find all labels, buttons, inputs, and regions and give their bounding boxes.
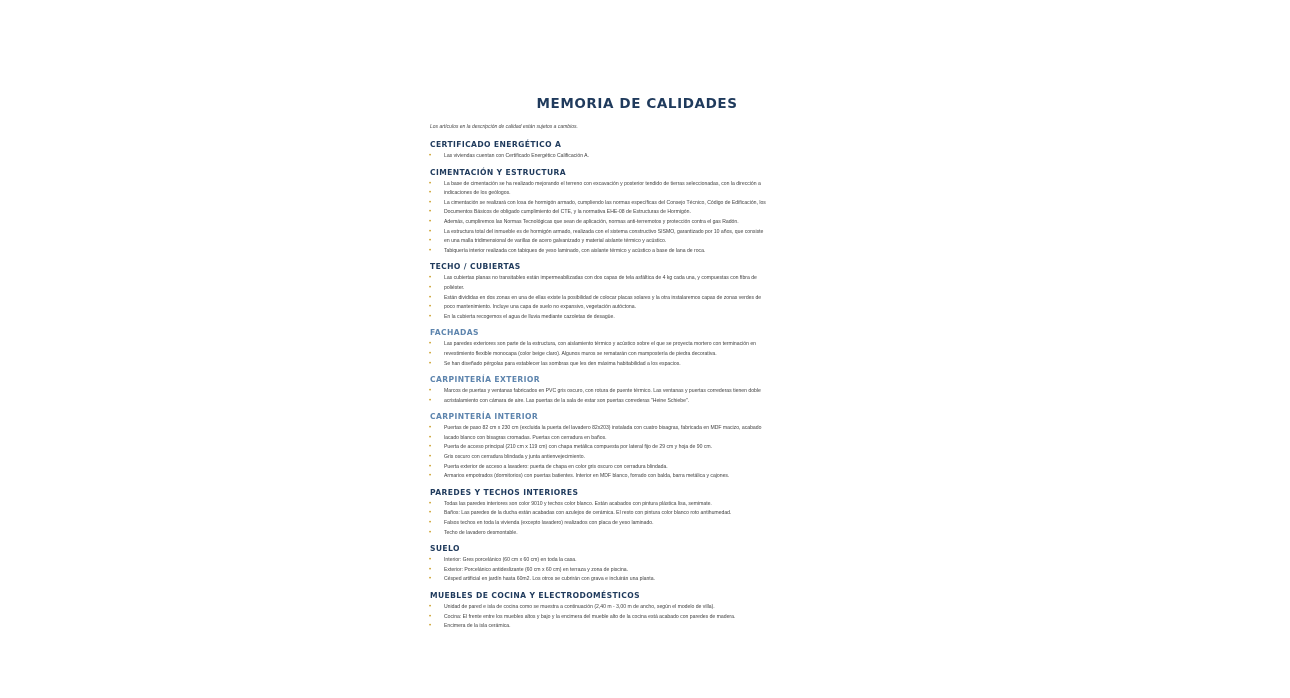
list-item-text: indicaciones de los geólogos. (444, 190, 511, 197)
bullet-icon: • (429, 350, 432, 357)
list-item (428, 284, 846, 294)
bullet-icon: • (429, 520, 432, 527)
list-item-text: Documentos Básicos de obligado cumplimiento del CTE, y la normativa EHE-08 de Estructuras de Hormigón. (444, 209, 691, 216)
bullet-icon: • (429, 238, 432, 245)
document-note: Los artículos en la descripción de calidad están sujetos a cambios. (430, 124, 578, 130)
list-item-text: Exterior: Porcelánico antideslizante (60 cm x 60 cm) en terraza y zona de piscina. (444, 566, 629, 573)
list-item (428, 387, 846, 397)
list-item (428, 575, 846, 585)
list-item-text: acristalamiento con cámara de aire. Las puertas de la sala de estar son puertas correderas "Heine Schiebe". (444, 397, 690, 404)
section-list (428, 274, 846, 322)
list-item-text: Encimera de la isla cerámica. (444, 623, 511, 630)
section (428, 328, 846, 369)
list-item-text: revestimiento flexible monocapa (color beige claro). Algunos muros se rematarán con mampostería de piedra decorativa. (444, 350, 717, 357)
list-item-text: Baños: Las paredes de la ducha están acabadas con azulejos de cerámica. El resto con pintura color blanco roto antihumedad. (444, 510, 732, 517)
list-item (428, 529, 846, 539)
section (428, 140, 846, 162)
list-item-text: Marcos de puertas y ventanas fabricados en PVC gris oscuro, con rotura de puente térmico. Las ventanas y puertas correderas tienen doble (444, 388, 761, 395)
bullet-icon: • (429, 294, 432, 301)
section-heading: PAREDES Y TECHOS INTERIORES (430, 487, 579, 497)
section (428, 591, 846, 632)
list-item-text: Falsos techos en toda la vivienda (excepto lavadero) realizados con placa de yeso laminado. (444, 520, 654, 527)
section-heading: CARPINTERÍA INTERIOR (430, 412, 539, 422)
list-item (428, 274, 846, 284)
list-item-text: poco mantenimiento. Incluye una capa de suelo no expansivo, vegetación autóctona. (444, 304, 636, 311)
bullet-icon: • (429, 190, 432, 197)
list-item (428, 237, 846, 247)
section-list (428, 340, 846, 369)
list-item (428, 294, 846, 304)
list-item (428, 360, 846, 370)
section (428, 544, 846, 585)
section (428, 488, 846, 538)
bullet-icon: • (429, 360, 432, 367)
list-item-text: Están divididas en dos zonas en una de ellas existe la posibilidad de colocar placas solares y la otra instalaremos capas de zonas verdes de (444, 294, 762, 301)
list-item-text: Tabiquería interior realizada con tabiques de yeso laminado, con aislante térmico y acústico a base de lana de roca. (444, 247, 706, 254)
list-item (428, 180, 846, 190)
bullet-icon: • (429, 153, 432, 159)
list-item (428, 613, 846, 623)
bullet-icon: • (429, 275, 432, 282)
section-list (428, 603, 846, 632)
list-item (428, 208, 846, 218)
list-item (428, 303, 846, 313)
list-item (428, 247, 846, 257)
section (428, 412, 846, 482)
list-item-text: Se han diseñado pérgolas para establecer las sombras que les den máxima habitabilidad a los espacios. (444, 360, 681, 367)
document-page (428, 96, 846, 638)
bullet-icon: • (429, 313, 432, 320)
list-item (428, 500, 846, 510)
bullet-icon: • (429, 444, 432, 451)
list-item (428, 509, 846, 519)
list-item-text: La estructura total del inmueble es de hormigón armado, realizada con el sistema constructivo SISMO, garantizado por 10 años, que consiste (444, 228, 764, 235)
section-heading: CIMENTACIÓN Y ESTRUCTURA (430, 167, 567, 177)
bullet-icon: • (429, 218, 432, 225)
bullet-icon: • (429, 604, 432, 610)
list-item (428, 556, 846, 566)
section-heading: CERTIFICADO ENERGÉTICO A (430, 140, 562, 149)
list-item (428, 350, 846, 360)
bullet-icon: • (429, 304, 432, 311)
list-item-text: Unidad de pared e isla de cocina como se muestra a continuación (2,40 m - 3,00 m de ancho, según el modelo de villa). (444, 604, 715, 610)
list-item (428, 472, 846, 482)
list-item-text: Además, cumpliremos las Normas Tecnológicas que sean de aplicación, normas anti-terremotos y protección contra el gas Radón. (444, 218, 739, 225)
list-item-text: Armarios empotrados (dormitorios) con puertas batientes. Interior en MDF blanco, forrado con balda, barra metálica y cajones. (444, 473, 730, 480)
section-heading: TECHO / CUBIERTAS (430, 262, 521, 272)
bullet-icon: • (429, 397, 432, 404)
bullet-icon: • (429, 529, 432, 536)
list-item-text: Las paredes exteriores son parte de la estructura, con aislamiento térmico y acústico sobre el que se proyecta mortero con terminación en (444, 341, 757, 348)
list-item (428, 519, 846, 529)
section-list (428, 500, 846, 538)
list-item-text: en una malla tridimensional de varillas de acero galvanizado y material aislante térmico y acústico. (444, 238, 667, 245)
bullet-icon: • (429, 341, 432, 348)
section-heading: MUEBLES DE COCINA Y ELECTRODOMÉSTICOS (430, 591, 640, 600)
list-item-text: Cocina: El frente entre los muebles altos y bajo y la encimera del mueble alto de la cocina está acabado con paredes de madera. (444, 613, 736, 620)
list-item-text: Interior: Gres porcelánico (60 cm x 60 cm) en toda la casa. (444, 557, 577, 564)
list-item-text: Las cubiertas planas no transitables están impermeabilizadas con dos capas de tela asfáltica de 4 kg cada una, y compuestas con fibra de (444, 275, 757, 282)
list-item (428, 313, 846, 323)
bullet-icon: • (429, 388, 432, 395)
section (428, 168, 846, 257)
list-item (428, 199, 846, 209)
list-item-text: Puerta exterior de acceso a lavadero: puerta de chapa en color gris oscuro con cerradura blindada. (444, 463, 668, 470)
section-heading: SUELO (430, 544, 460, 554)
section-list (428, 180, 846, 257)
bullet-icon: • (429, 576, 432, 583)
section-heading: FACHADAS (430, 328, 479, 338)
list-item (428, 152, 846, 162)
bullet-icon: • (429, 180, 432, 187)
list-item (428, 434, 846, 444)
list-item (428, 424, 846, 434)
list-item-text: Las viviendas cuentan con Certificado Energético Calificación A. (444, 153, 589, 159)
list-item (428, 622, 846, 632)
bullet-icon: • (429, 566, 432, 573)
document-title: MEMORIA DE CALIDADES (536, 96, 738, 112)
list-item (428, 453, 846, 463)
bullet-icon: • (429, 199, 432, 206)
bullet-icon: • (429, 613, 432, 620)
bullet-icon: • (429, 463, 432, 470)
bullet-icon: • (429, 623, 432, 630)
bullet-icon: • (429, 510, 432, 517)
bullet-icon: • (429, 557, 432, 564)
bullet-icon: • (429, 473, 432, 480)
list-item (428, 218, 846, 228)
list-item-text: poliéster. (444, 284, 465, 291)
list-item-text: lacado blanco con bisagras cromadas. Puertas con cerradura en baños. (444, 434, 607, 441)
list-item-text: Césped artificial en jardín hasta 60m2. Los otros se cubrirán con grava e incluirán una planta. (444, 576, 655, 583)
section-list (428, 387, 846, 406)
section (428, 262, 846, 322)
list-item (428, 397, 846, 407)
list-item-text: Gris oscuro con cerradura blindada y junta antienvejecimiento. (444, 454, 586, 461)
section-list (428, 424, 846, 482)
bullet-icon: • (429, 454, 432, 461)
list-item-text: En la cubierta recogemos el agua de lluvia mediante cazoletas de desagüe. (444, 313, 615, 320)
list-item-text: Techo de lavadero desmontable. (444, 529, 518, 536)
list-item (428, 566, 846, 576)
list-item-text: Puertas de paso 82 cm x 230 cm (excluida la puerta del lavadero 82x203) instalada con cuatro bisagras, fabricada en MDF macizo, acabado (444, 425, 762, 432)
bullet-icon: • (429, 228, 432, 235)
bullet-icon: • (429, 284, 432, 291)
sections-container (428, 140, 846, 632)
list-item (428, 228, 846, 238)
section-heading: CARPINTERÍA EXTERIOR (430, 375, 540, 385)
section-list (428, 556, 846, 585)
section-list (428, 152, 846, 162)
bullet-icon: • (429, 247, 432, 254)
bullet-icon: • (429, 209, 432, 216)
list-item (428, 603, 846, 613)
list-item-text: La base de cimentación se ha realizado mejorando el terreno con excavación y posterior tendido de tierras seleccionadas, con la dirección a (444, 180, 761, 187)
list-item-text: La cimentación se realizará con losa de hormigón armado, cumpliendo las normas específicas del Consejo Técnico, Código de Edificación, los (444, 199, 766, 206)
bullet-icon: • (429, 425, 432, 432)
list-item (428, 463, 846, 473)
bullet-icon: • (429, 500, 432, 507)
list-item (428, 340, 846, 350)
section (428, 375, 846, 406)
list-item-text: Puerta de acceso principal (210 cm x 119 cm) con chapa metálica compuesta por lateral fijo de 29 cm y hoja de 90 cm. (444, 444, 713, 451)
bullet-icon: • (429, 434, 432, 441)
list-item-text: Todas las paredes interiores son color 9010 y techos color blanco. Están acabados con pintura plástica lisa, semimate. (444, 500, 712, 507)
list-item (428, 189, 846, 199)
list-item (428, 443, 846, 453)
